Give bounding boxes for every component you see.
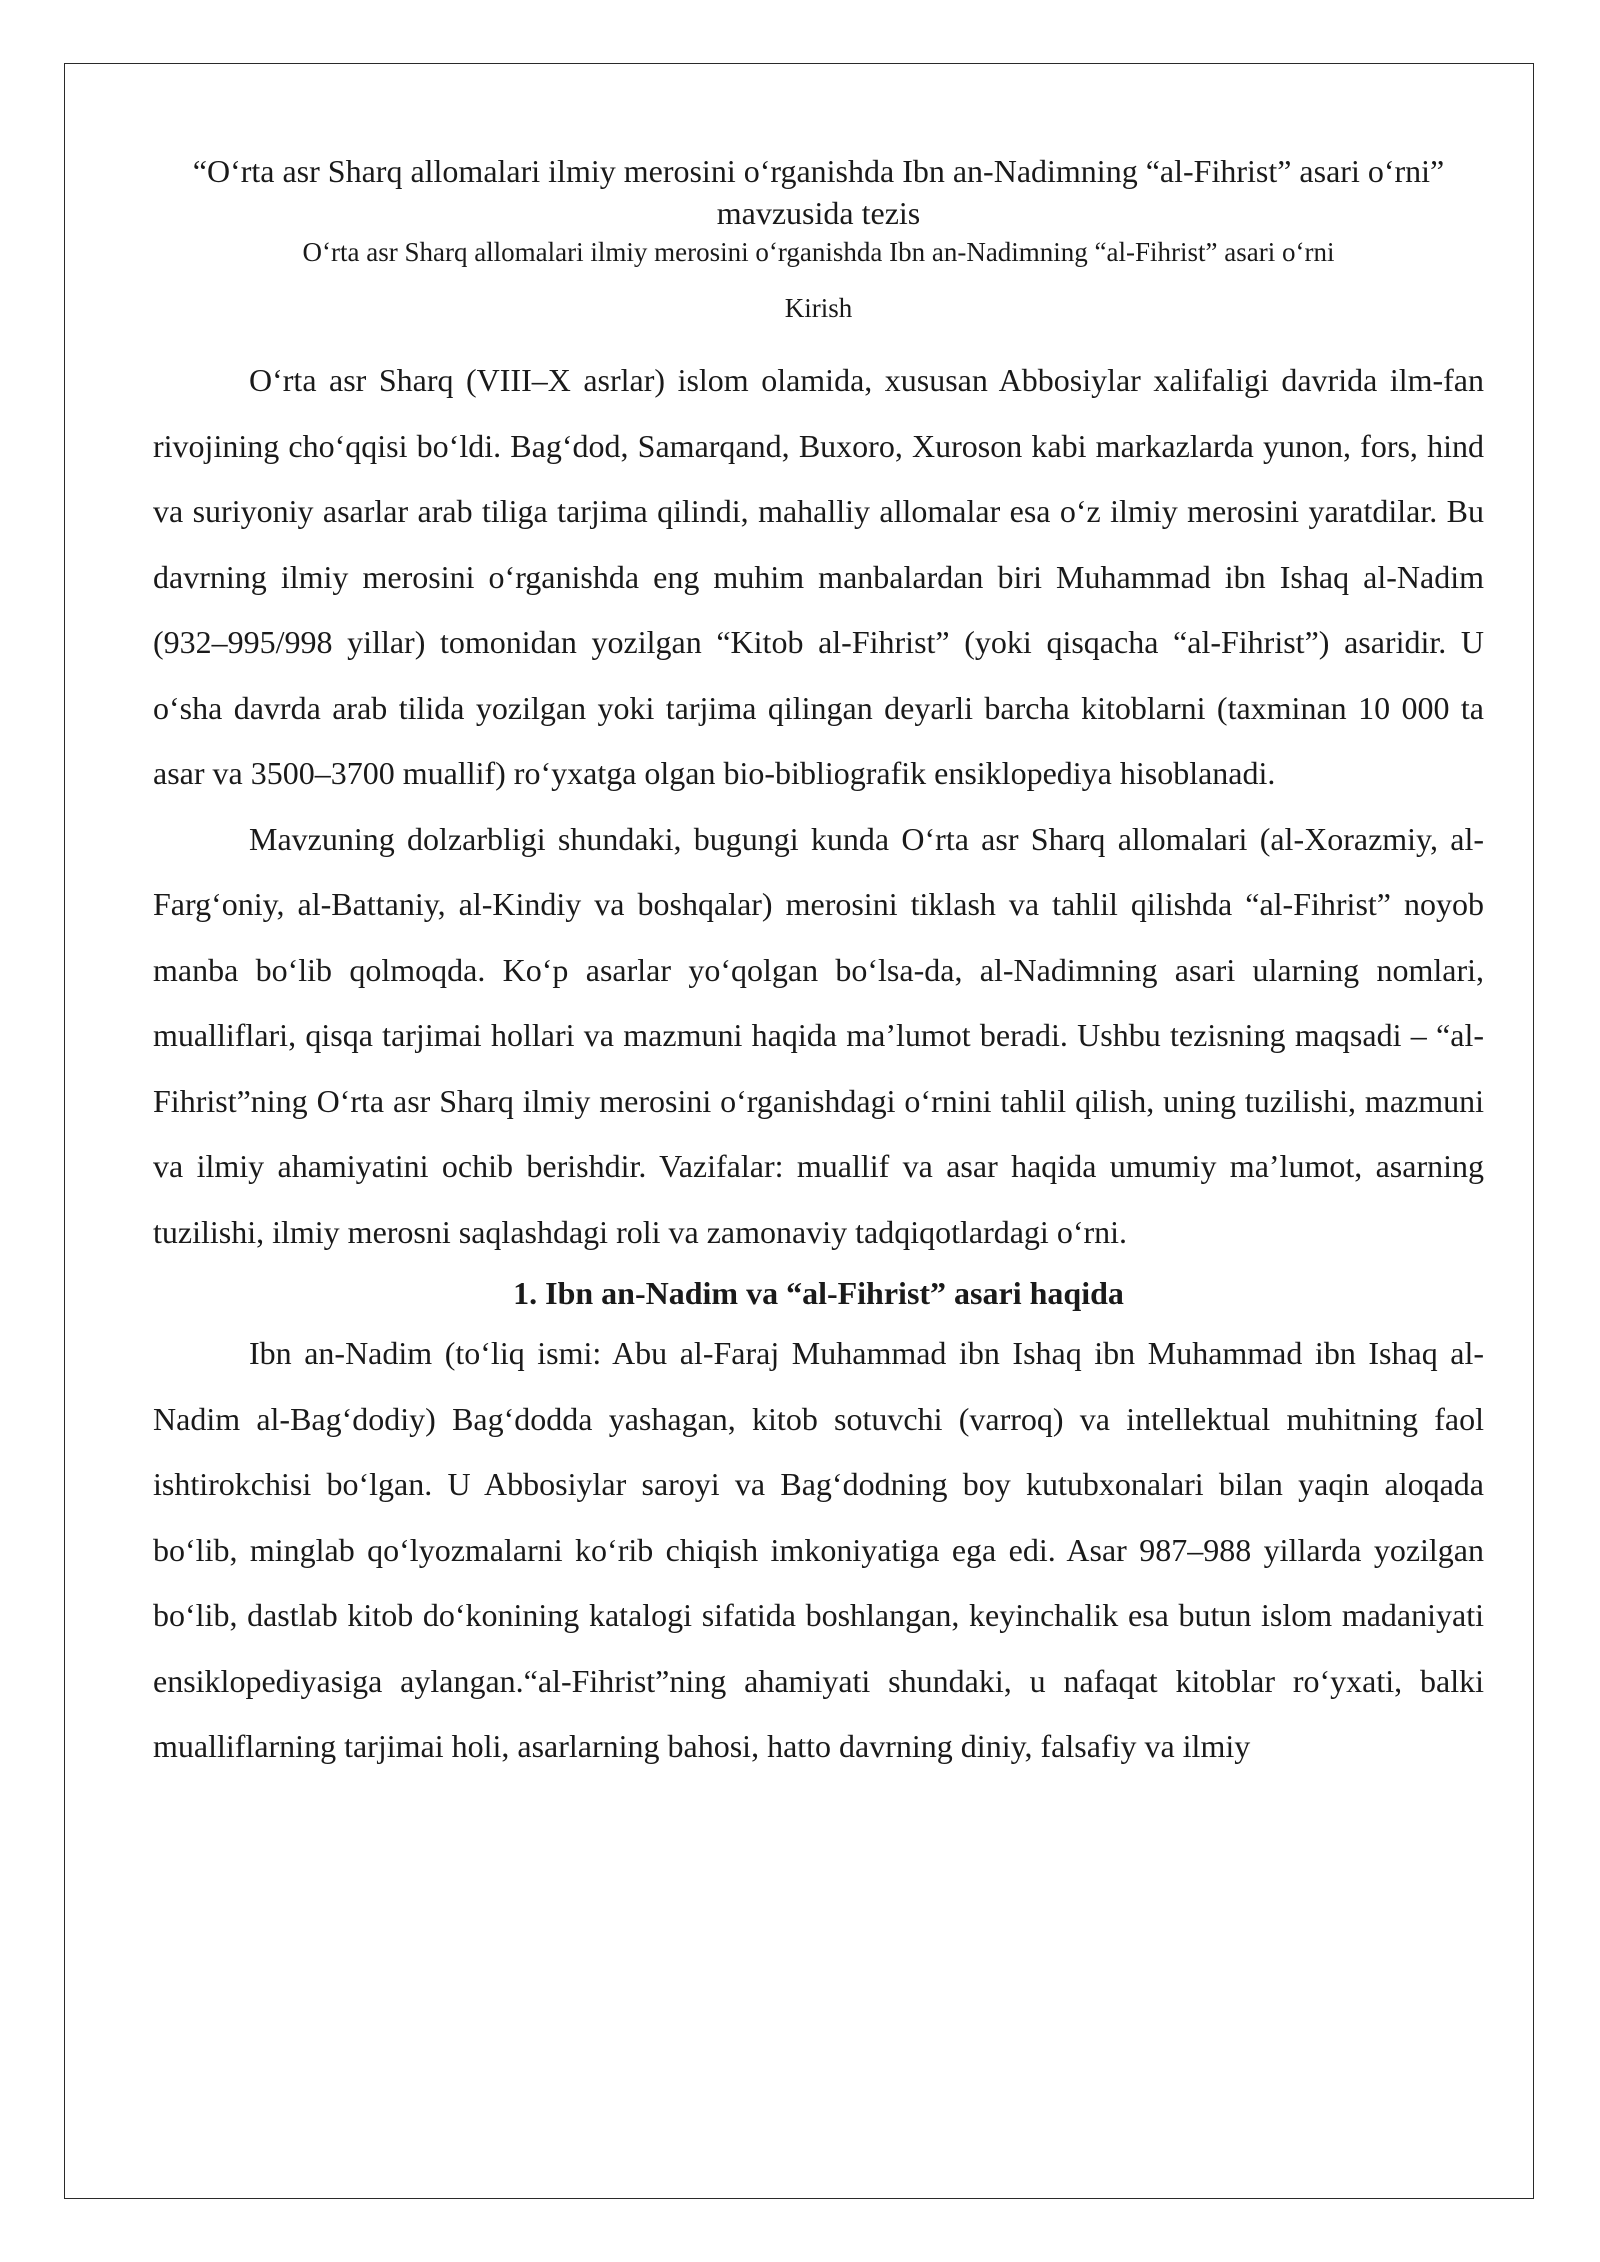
intro-heading: Kirish — [784, 293, 853, 323]
section-1-heading: 1. Ibn an-Nadim va “al-Fihrist” asari haqida — [513, 1275, 1124, 1311]
document-subtitle: O‘rta asr Sharq allomalari ilmiy merosini o‘rganishda Ibn an-Nadimning “al-Fihrist” asari o‘rni — [302, 237, 1335, 267]
document-title: “O‘rta asr Sharq allomalari ilmiy merosini o‘rganishda Ibn an-Nadimning “al-Fihrist” asari o‘rni” mavzusida tezis — [192, 153, 1445, 231]
document-body — [153, 150, 1484, 1780]
section-1-paragraph: Ibn an-Nadim (to‘liq ismi: Abu al-Faraj Muhammad ibn Ishaq ibn Muhammad ibn Ishaq al-Nadim al-Bag‘dodiy) Bag‘dodda yashagan, kitob sotuvchi (varroq) va intellektual muhitning faol ishtirokchisi bo‘lgan. U Abbosiylar saroyi va Bag‘dodning boy kutubxonalari bilan yaqin aloqada bo‘lib, minglab qo‘lyozmalarni ko‘rib chiqish imkoniyatiga ega edi. Asar 987–988 yillarda yozilgan bo‘lib, dastlab kitob do‘konining katalogi sifatida boshlangan, keyinchalik esa butun islom madaniyati ensiklopediyasiga aylangan.“al-Fihrist”ning ahamiyati shundaki, u nafaqat kitoblar ro‘yxati, balki mualliflarning tarjimai holi, asarlarning bahosi, hatto davrning diniy, falsafiy va ilmiy — [153, 1335, 1484, 1764]
intro-paragraph-1: O‘rta asr Sharq (VIII–X asrlar) islom olamida, xususan Abbosiylar xalifaligi davrida ilm-fan rivojining cho‘qqisi bo‘ldi. Bag‘dod, Samarqand, Buxoro, Xuroson kabi markazlarda yunon, fors, hind va suriyoniy asarlar arab tiliga tarjima qilindi, mahalliy allomalar esa o‘z ilmiy merosini yaratdilar. Bu davrning ilmiy merosini o‘rganishda eng muhim manbalardan biri Muhammad ibn Ishaq al-Nadim (932–995/998 yillar) tomonidan yozilgan “Kitob al-Fihrist” (yoki qisqacha “al-Fihrist”) asaridir. U o‘sha davrda arab tilida yozilgan yoki tarjima qilingan deyarli barcha kitoblarni (taxminan 10 000 ta asar va 3500–3700 muallif) ro‘yxatga olgan bio-bibliografik ensiklopediya hisoblanadi. — [153, 362, 1484, 791]
intro-paragraph-2: Mavzuning dolzarbligi shundaki, bugungi kunda O‘rta asr Sharq allomalari (al-Xorazmiy, al-Farg‘oniy, al-Battaniy, al-Kindiy va boshqalar) merosini tiklash va tahlil qilishda “al-Fihrist” noyob manba bo‘lib qolmoqda. Ko‘p asarlar yo‘qolgan bo‘lsa-da, al-Nadimning asari ularning nomlari, mualliflari, qisqa tarjimai hollari va mazmuni haqida ma’lumot beradi. Ushbu tezisning maqsadi – “al-Fihrist”ning O‘rta asr Sharq ilmiy merosini o‘rganishdagi o‘rnini tahlil qilish, uning tuzilishi, mazmuni va ilmiy ahamiyatini ochib berishdir. Vazifalar: muallif va asar haqida umumiy ma’lumot, asarning tuzilishi, ilmiy merosni saqlashdagi roli va zamonaviy tadqiqotlardagi o‘rni. — [153, 820, 1484, 1250]
